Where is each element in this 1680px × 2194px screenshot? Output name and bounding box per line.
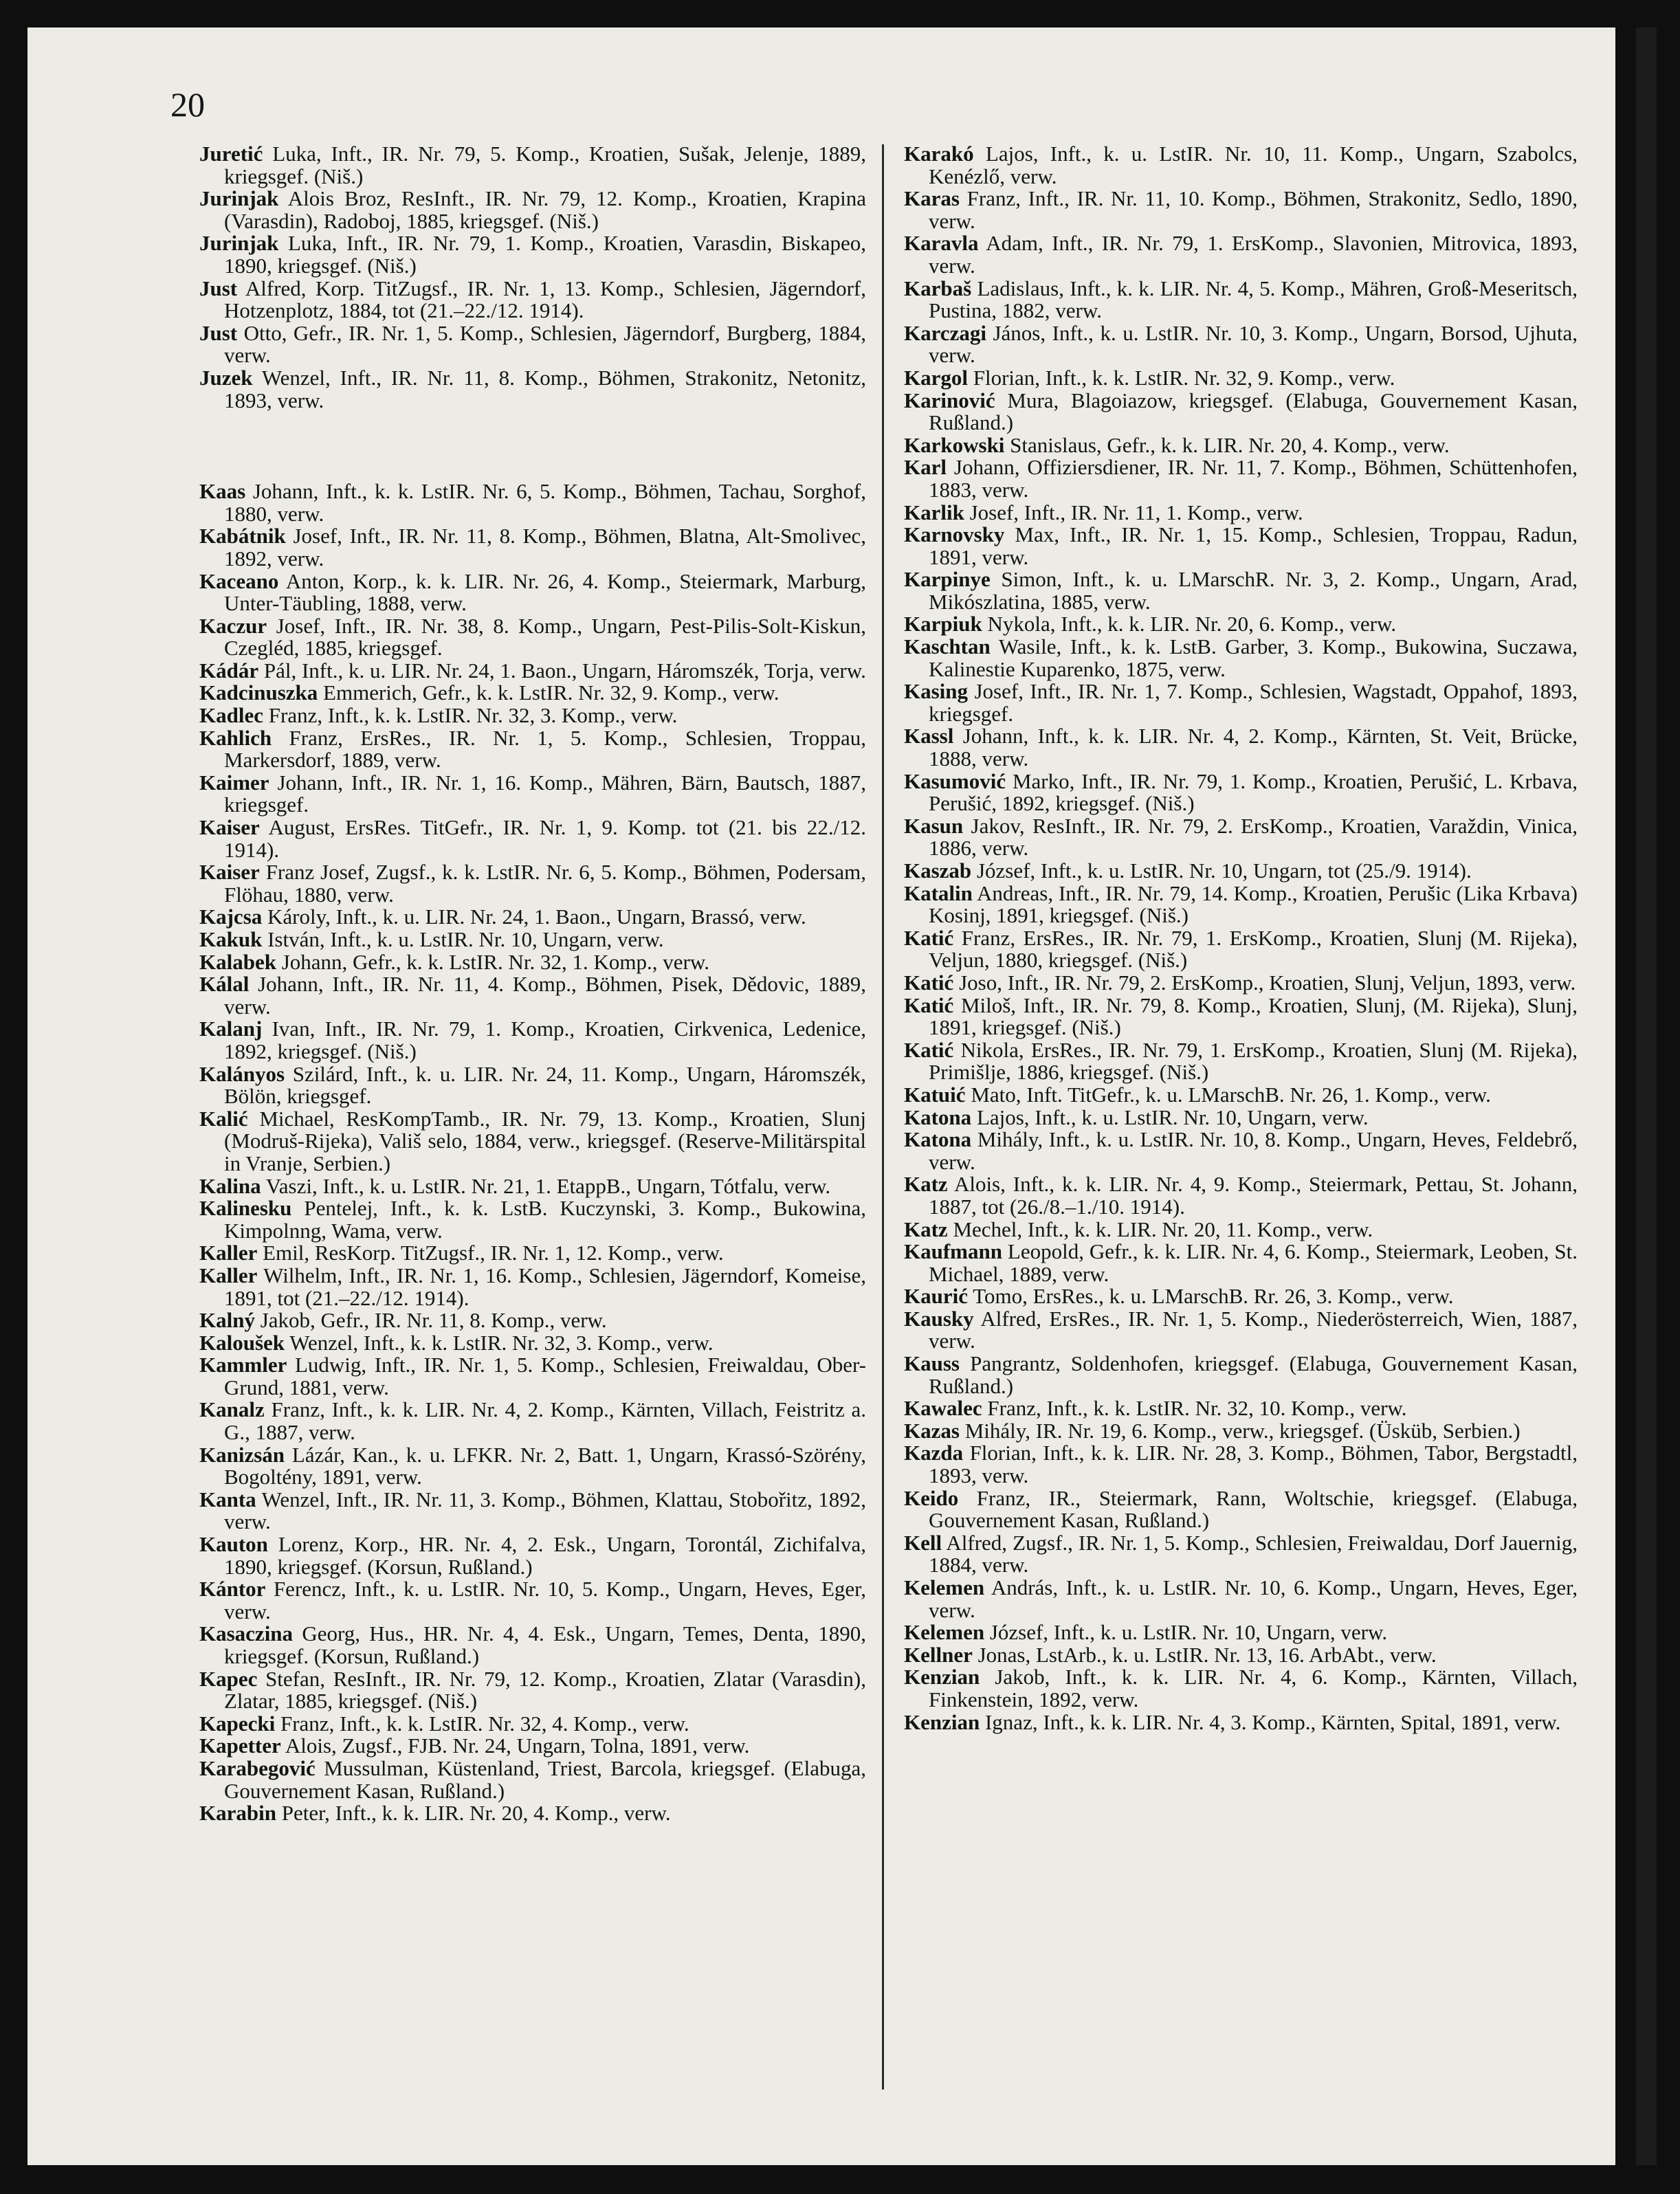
right-column — [904, 143, 1578, 1733]
list-entry — [199, 1802, 866, 1825]
page-number: 20 — [170, 85, 205, 124]
entry-details: Pangrantz, Soldenhofen, kriegsgef. (Elabuga, Gouvernement Kasan, Rußland.) — [929, 1351, 1578, 1398]
entry-surname: Kaas — [199, 479, 246, 504]
entry-surname: Kalić — [199, 1106, 248, 1131]
entry-details: Tomo, ErsRes., k. u. LMarschB. Rr. 26, 3. Komp., verw. — [973, 1284, 1454, 1309]
list-entry — [904, 1532, 1578, 1577]
entry-details: Josef, Inft., IR. Nr. 1, 7. Komp., Schlesien, Wagstadt, Oppahof, 1893, kriegsgef. — [929, 679, 1578, 726]
entry-details: Simon, Inft., k. u. LMarschR. Nr. 3, 2. Komp., Ungarn, Arad, Mikószlatina, 1885, verw. — [929, 567, 1578, 614]
entry-details: Lajos, Inft., k. u. LstIR. Nr. 10, Ungarn, verw. — [976, 1105, 1369, 1129]
list-entry — [199, 727, 866, 772]
entry-details: Ladislaus, Inft., k. k. LIR. Nr. 4, 5. Komp., Mähren, Groß-Meseritsch, Pustina, 1882, verw. — [929, 276, 1578, 323]
list-entry — [199, 1309, 866, 1332]
list-entry — [199, 143, 866, 188]
entry-details: Lajos, Inft., k. u. LstIR. Nr. 10, 11. Komp., Ungarn, Szabolcs, Kenézlő, verw. — [929, 142, 1578, 188]
list-entry — [904, 1039, 1578, 1084]
list-entry — [199, 322, 866, 367]
entry-details: Florian, Inft., k. k. LIR. Nr. 28, 3. Komp., Böhmen, Tabor, Bergstadtl, 1893, verw. — [929, 1441, 1578, 1488]
list-entry — [904, 1241, 1578, 1285]
list-entry — [199, 1533, 866, 1578]
entry-surname: Karczagi — [904, 320, 986, 345]
entry-details: Franz, Inft., IR. Nr. 11, 10. Komp., Böhmen, Strakonitz, Sedlo, 1890, verw. — [929, 186, 1578, 233]
entry-details: Vaszi, Inft., k. u. LstIR. Nr. 21, 1. EtappB., Ungarn, Tótfalu, verw. — [265, 1173, 831, 1198]
list-entry — [904, 768, 1578, 816]
entry-surname: Karavla — [904, 231, 979, 256]
list-entry — [904, 143, 1578, 188]
entry-surname: Kalanj — [199, 1017, 263, 1041]
entry-details: Emil, ResKorp. TitZugsf., IR. Nr. 1, 12. Komp., verw. — [263, 1241, 724, 1265]
entry-surname: Kasing — [904, 679, 969, 704]
list-entry — [904, 322, 1578, 367]
entry-surname: Kaszab — [904, 858, 972, 883]
entry-details: Jakob, Gefr., IR. Nr. 11, 8. Komp., verw. — [260, 1308, 607, 1333]
list-entry — [904, 568, 1578, 613]
list-entry — [904, 613, 1578, 636]
entry-surname: Kawalec — [904, 1396, 982, 1421]
entry-surname: Karabegović — [199, 1755, 316, 1780]
entry-surname: Kanizsán — [199, 1442, 285, 1467]
list-entry — [199, 1175, 866, 1198]
list-entry — [904, 725, 1578, 770]
list-entry — [199, 1242, 866, 1265]
entry-details: József, Inft., k. u. LstIR. Nr. 10, Ungarn, verw. — [989, 1620, 1388, 1645]
entry-surname: Katalin — [904, 880, 973, 905]
entry-surname: Kelemen — [904, 1620, 985, 1645]
entry-details: Jonas, LstArb., k. u. LstIR. Nr. 13, 16. ArbAbt., verw. — [977, 1642, 1437, 1667]
entry-details: Franz, Inft., k. k. LIR. Nr. 4, 2. Komp., Kärnten, Villach, Feistritz a. G., 1887, verw. — [224, 1397, 866, 1445]
entry-surname: Katić — [904, 925, 954, 950]
entry-surname: Katuić — [904, 1082, 966, 1107]
entry-details: Alois Broz, ResInft., IR. Nr. 79, 12. Komp., Kroatien, Krapina (Varasdin), Radoboj, 1885, kriegsgef. (Niš.) — [224, 186, 866, 233]
entry-details: Johann, Inft., k. k. LIR. Nr. 4, 2. Komp., Kärnten, St. Veit, Brücke, 1888, verw. — [929, 724, 1578, 771]
entry-surname: Karkowski — [904, 432, 1005, 457]
entry-surname: Kakuk — [199, 927, 263, 951]
entry-details: Luka, Inft., IR. Nr. 79, 5. Komp., Kroatien, Sušak, Jelenje, 1889, kriegsgef. (Niš.) — [224, 142, 867, 188]
entry-surname: Kalányos — [199, 1061, 285, 1086]
entry-surname: Katona — [904, 1105, 972, 1129]
entry-surname: Kadcinuszka — [199, 680, 318, 705]
entry-surname: Kaufmann — [904, 1239, 1002, 1264]
entry-surname: Karpinye — [904, 567, 991, 592]
entry-surname: Kaczur — [199, 613, 267, 638]
entry-surname: Kalinesku — [199, 1196, 292, 1221]
entry-details: Ignaz, Inft., k. k. LIR. Nr. 4, 3. Komp., Kärnten, Spital, 1891, verw. — [984, 1709, 1561, 1734]
list-entry — [904, 995, 1578, 1039]
entry-details: Alois, Zugsf., FJB. Nr. 24, Ungarn, Tolna, 1891, verw. — [285, 1733, 750, 1758]
list-entry — [199, 705, 866, 727]
entry-details: Peter, Inft., k. k. LIR. Nr. 20, 4. Komp., verw. — [281, 1801, 671, 1826]
entry-surname: Juretić — [199, 142, 263, 166]
entry-details: János, Inft., k. u. LstIR. Nr. 10, 3. Komp., Ungarn, Borsod, Ujhuta, verw. — [929, 320, 1578, 368]
list-entry — [904, 1666, 1578, 1711]
entry-details: Lázár, Kan., k. u. LFKR. Nr. 2, Batt. 1, Ungarn, Krassó-Szörény, Bogoltény, 1891, verw. — [224, 1442, 867, 1489]
list-entry — [199, 861, 866, 906]
entry-surname: Kádár — [199, 658, 259, 683]
entry-surname: Kalný — [199, 1308, 255, 1333]
entry-surname: Jurinjak — [199, 231, 279, 256]
entry-details: August, ErsRes. TitGefr., IR. Nr. 1, 9. Komp. tot (21. bis 22./12. 1914). — [224, 815, 866, 862]
entry-surname: Kargol — [904, 365, 968, 390]
list-entry — [199, 929, 866, 951]
entry-details: Franz, IR., Steiermark, Rann, Woltschie, kriegsgef. (Elabuga, Gouvernement Kasan, Rußland.) — [929, 1485, 1578, 1533]
entry-details: Ferencz, Inft., k. u. LstIR. Nr. 10, 5. Komp., Ungarn, Heves, Eger, verw. — [224, 1577, 866, 1624]
entry-surname: Karl — [904, 455, 947, 480]
list-entry — [199, 906, 866, 929]
entry-surname: Kenzian — [904, 1665, 980, 1689]
entry-surname: Kanta — [199, 1487, 256, 1511]
entry-details: Johann, Offiziersdiener, IR. Nr. 11, 7. Komp., Böhmen, Schüttenhofen, 1883, verw. — [929, 455, 1578, 502]
list-entry — [199, 1713, 866, 1736]
list-entry — [199, 1063, 866, 1108]
list-entry — [904, 680, 1578, 725]
list-entry — [904, 1107, 1578, 1129]
list-entry — [904, 972, 1578, 995]
entry-surname: Kahlich — [199, 725, 272, 750]
entry-surname: Kaurić — [904, 1284, 968, 1309]
entry-surname: Kasaczina — [199, 1621, 294, 1646]
list-entry — [199, 1735, 866, 1758]
entry-details: Alfred, Zugsf., IR. Nr. 1, 5. Komp., Schlesien, Freiwaldau, Dorf Jauernig, 1884, verw. — [929, 1530, 1578, 1577]
entry-surname: Katona — [904, 1127, 972, 1152]
list-entry — [199, 525, 866, 570]
entry-details: Mura, Blagoiazow, kriegsgef. (Elabuga, Gouvernement Kasan, Rußland.) — [929, 388, 1578, 435]
entry-surname: Just — [199, 320, 238, 345]
list-entry — [904, 1711, 1578, 1734]
entry-details: Mihály, Inft., k. u. LstIR. Nr. 10, 8. Komp., Ungarn, Heves, Feldebrő, verw. — [929, 1127, 1578, 1174]
entry-surname: Kajcsa — [199, 905, 263, 929]
scan-edge-strip — [1636, 27, 1657, 2165]
list-entry — [904, 636, 1578, 680]
list-entry — [904, 1219, 1578, 1241]
list-entry — [199, 973, 866, 1018]
list-entry — [199, 1108, 866, 1175]
list-entry — [199, 660, 866, 683]
entry-surname: Kazas — [904, 1418, 960, 1443]
entry-details: Jakov, ResInft., IR. Nr. 79, 2. ErsKomp., Kroatien, Varaždin, Vinica, 1886, verw. — [929, 813, 1578, 861]
entry-surname: Jurinjak — [199, 186, 279, 211]
entry-surname: Kaimer — [199, 770, 269, 795]
entry-details: Florian, Inft., k. k. LstIR. Nr. 32, 9. Komp., verw. — [973, 365, 1395, 390]
entry-surname: Kántor — [199, 1577, 266, 1602]
list-entry — [904, 815, 1578, 860]
entry-details: Lorenz, Korp., HR. Nr. 4, 2. Esk., Ungarn, Torontál, Zichifalva, 1890, kriegsgef. (Korsun, Rußland.) — [224, 1532, 866, 1579]
list-entry — [904, 927, 1578, 972]
entry-surname: Kenzian — [904, 1709, 980, 1734]
entry-details: Wenzel, Inft., IR. Nr. 11, 3. Komp., Böhmen, Klattau, Stobořitz, 1892, verw. — [224, 1487, 866, 1534]
entry-surname: Kapetter — [199, 1733, 281, 1758]
list-entry — [199, 1018, 866, 1063]
entry-details: Max, Inft., IR. Nr. 1, 15. Komp., Schlesien, Troppau, Radun, 1891, verw. — [929, 522, 1578, 569]
list-entry — [199, 817, 866, 861]
entry-surname: Katić — [904, 970, 954, 995]
entry-details: Josef, Inft., IR. Nr. 38, 8. Komp., Ungarn, Pest-Pilis-Solt-Kiskun, Czegléd, 1885, kriegsgef. — [224, 613, 867, 661]
list-entry — [904, 367, 1578, 390]
entry-details: Stanislaus, Gefr., k. k. LIR. Nr. 20, 4. Komp., verw. — [1010, 432, 1450, 457]
list-entry — [904, 1353, 1578, 1397]
entry-surname: Kaceano — [199, 568, 279, 593]
entry-surname: Karnovsky — [904, 522, 1005, 547]
list-entry — [904, 188, 1578, 232]
entry-surname: Kassl — [904, 724, 954, 749]
list-entry — [904, 502, 1578, 524]
list-entry — [904, 456, 1578, 501]
entry-surname: Kazda — [904, 1441, 964, 1465]
list-entry — [904, 1644, 1578, 1667]
entry-details: Alois, Inft., k. k. LIR. Nr. 4, 9. Komp., Steiermark, Pettau, St. Johann, 1887, tot (26./8.–1./10. 1914). — [929, 1172, 1578, 1219]
entry-details: Mihály, IR. Nr. 19, 6. Komp., verw., kriegsgef. (Üsküb, Serbien.) — [964, 1418, 1521, 1443]
list-entry — [199, 1489, 866, 1533]
entry-details: Jakob, Inft., k. k. LIR. Nr. 4, 6. Komp., Kärnten, Villach, Finkenstein, 1892, verw. — [929, 1665, 1578, 1711]
entry-details: Nikola, ErsRes., IR. Nr. 79, 1. ErsKomp., Kroatien, Slunj (M. Rijeka), Primišlje, 1886, kriegsgef. (Niš.) — [929, 1037, 1578, 1085]
list-entry — [199, 1755, 867, 1803]
list-entry — [904, 860, 1578, 883]
entry-surname: Kaiser — [199, 860, 260, 885]
entry-details: Ivan, Inft., IR. Nr. 79, 1. Komp., Kroatien, Cirkvenica, Ledenice, 1892, kriegsgef. (Niš.) — [224, 1017, 867, 1063]
entry-details: Wenzel, Inft., k. k. LstIR. Nr. 32, 3. Komp., verw. — [289, 1330, 714, 1355]
entry-surname: Kálal — [199, 972, 250, 997]
entry-surname: Kaschtan — [904, 634, 991, 659]
entry-details: Andreas, Inft., IR. Nr. 79, 14. Komp., Kroatien, Perušic (Lika Krbava) Kosinj, 1891, kriegsgef. (Niš.) — [929, 880, 1578, 928]
list-entry — [199, 772, 866, 817]
entry-details: József, Inft., k. u. LstIR. Nr. 10, Ungarn, tot (25./9. 1914). — [976, 858, 1472, 883]
list-entry — [904, 1084, 1578, 1107]
entry-details: Adam, Inft., IR. Nr. 79, 1. ErsKomp., Slavonien, Mitrovica, 1893, verw. — [929, 231, 1578, 278]
entry-details: Ludwig, Inft., IR. Nr. 1, 5. Komp., Schlesien, Freiwaldau, Ober-Grund, 1881, verw. — [224, 1353, 866, 1399]
list-entry — [904, 524, 1578, 568]
entry-surname: Kabátnik — [199, 524, 286, 548]
entry-surname: Keido — [904, 1485, 959, 1510]
list-entry — [199, 570, 866, 615]
list-entry — [199, 1197, 866, 1242]
list-entry — [904, 1397, 1578, 1420]
entry-surname: Karabin — [199, 1801, 276, 1826]
list-entry — [904, 434, 1578, 457]
entry-surname: Kammler — [199, 1353, 287, 1377]
entry-details: Emmerich, Gefr., k. k. LstIR. Nr. 32, 9. Komp., verw. — [323, 680, 780, 705]
entry-details: Leopold, Gefr., k. k. LIR. Nr. 4, 6. Komp., Steiermark, Leoben, St. Michael, 1889, verw. — [929, 1239, 1578, 1286]
entry-details: Franz, ErsRes., IR. Nr. 1, 5. Komp., Schlesien, Troppau, Markersdorf, 1889, verw. — [224, 725, 866, 773]
list-entry — [199, 1668, 866, 1713]
entry-details: Franz, ErsRes., IR. Nr. 79, 1. ErsKomp., Kroatien, Slunj (M. Rijeka), Veljun, 1880, kriegsgef. (Niš.) — [929, 925, 1578, 973]
list-entry — [199, 367, 866, 412]
entry-details: Joso, Inft., IR. Nr. 79, 2. ErsKomp., Kroatien, Slunj, Veljun, 1893, verw. — [959, 970, 1576, 995]
list-entry — [904, 1173, 1578, 1218]
entry-details: Franz, Inft., k. k. LstIR. Nr. 32, 10. Komp., verw. — [987, 1396, 1407, 1421]
entry-details: Wasile, Inft., k. k. LstB. Garber, 3. Komp., Bukowina, Suczawa, Kalinestie Kuparenko, 1875, verw. — [929, 634, 1578, 681]
entry-surname: Kaloušek — [199, 1330, 285, 1355]
entry-surname: Karakó — [904, 142, 974, 166]
list-entry — [904, 1487, 1578, 1532]
entry-surname: Kellner — [904, 1642, 973, 1667]
entry-surname: Kanalz — [199, 1397, 265, 1422]
entry-details: Miloš, Inft., IR. Nr. 79, 8. Komp., Kroatien, Slunj, (M. Rijeka), Slunj, 1891, kriegsgef. (Niš.) — [929, 993, 1578, 1040]
entry-surname: Kasumović — [904, 768, 1006, 793]
entry-details: Josef, Inft., IR. Nr. 11, 8. Komp., Böhmen, Blatna, Alt-Smolivec, 1892, verw. — [224, 524, 866, 570]
entry-details: Franz, Inft., k. k. LstIR. Nr. 32, 4. Komp., verw. — [280, 1711, 689, 1736]
list-entry — [199, 615, 866, 660]
entry-surname: Kausky — [904, 1306, 974, 1331]
list-entry — [199, 278, 866, 322]
list-entry — [199, 188, 866, 232]
entry-details: Georg, Hus., HR. Nr. 4, 4. Esk., Ungarn, Temes, Denta, 1890, kriegsgef. (Korsun, Rußland.) — [224, 1621, 866, 1668]
entry-details: András, Inft., k. u. LstIR. Nr. 10, 6. Komp., Ungarn, Heves, Eger, verw. — [929, 1575, 1578, 1622]
list-entry — [904, 390, 1578, 434]
entry-details: Mechel, Inft., k. k. LIR. Nr. 20, 11. Komp., verw. — [953, 1217, 1373, 1241]
list-entry — [199, 951, 866, 974]
entry-surname: Kauton — [199, 1532, 268, 1557]
entry-details: Johann, Gefr., k. k. LstIR. Nr. 32, 1. Komp., verw. — [281, 949, 709, 974]
entry-details: Mato, Inft. TitGefr., k. u. LMarschB. Nr. 26, 1. Komp., verw. — [971, 1082, 1491, 1107]
entry-details: Otto, Gefr., IR. Nr. 1, 5. Komp., Schlesien, Jägerndorf, Burgberg, 1884, verw. — [224, 320, 866, 368]
list-entry — [199, 1354, 866, 1399]
entry-surname: Karas — [904, 186, 960, 211]
list-entry — [199, 232, 866, 277]
column-divider — [882, 144, 884, 2090]
list-entry — [199, 1444, 866, 1489]
entry-surname: Kapec — [199, 1666, 258, 1691]
entry-details: Károly, Inft., k. u. LIR. Nr. 24, 1. Baon., Ungarn, Brassó, verw. — [267, 905, 806, 929]
list-entry — [904, 1420, 1578, 1443]
entry-surname: Kadlec — [199, 703, 263, 728]
list-entry — [904, 1285, 1578, 1308]
list-entry — [904, 1129, 1578, 1173]
entry-surname: Kaller — [199, 1241, 258, 1265]
entry-surname: Kalina — [199, 1173, 261, 1198]
list-entry — [199, 1623, 866, 1667]
list-entry — [904, 1621, 1578, 1644]
list-entry — [904, 880, 1578, 928]
entry-details: Mussulman, Küstenland, Triest, Barcola, kriegsgef. (Elabuga, Gouvernement Kasan, Rußland.) — [224, 1755, 867, 1803]
entry-surname: Karinović — [904, 388, 995, 412]
entry-details: Stefan, ResInft., IR. Nr. 79, 12. Komp., Kroatien, Zlatar (Varasdin), Zlatar, 1885, kriegsgef. (Niš.) — [224, 1666, 867, 1714]
entry-surname: Katz — [904, 1217, 948, 1241]
entry-surname: Kalabek — [199, 949, 276, 974]
entry-surname: Karbaš — [904, 276, 972, 300]
entry-surname: Kapecki — [199, 1711, 276, 1736]
entry-surname: Kaiser — [199, 815, 260, 840]
entry-surname: Kasun — [904, 813, 964, 838]
entry-details: Anton, Korp., k. k. LIR. Nr. 26, 4. Komp., Steiermark, Marburg, Unter-Täubling, 1888, verw. — [224, 568, 867, 616]
entry-details: Pál, Inft., k. u. LIR. Nr. 24, 1. Baon., Ungarn, Háromszék, Torja, verw. — [263, 658, 866, 683]
list-entry — [904, 278, 1578, 322]
entry-details: Luka, Inft., IR. Nr. 79, 1. Komp., Kroatien, Varasdin, Biskapeo, 1890, kriegsgef. (Niš.) — [224, 231, 866, 278]
entry-surname: Kauss — [904, 1351, 960, 1376]
entry-surname: Just — [199, 276, 238, 300]
entry-details: Marko, Inft., IR. Nr. 79, 1. Komp., Kroatien, Perušić, L. Krbava, Perušić, 1892, kriegsgef. (Niš.) — [929, 768, 1578, 816]
list-entry — [904, 232, 1578, 277]
entry-surname: Kelemen — [904, 1575, 985, 1599]
entry-surname: Katić — [904, 1037, 954, 1062]
section-gap — [199, 412, 866, 480]
entry-surname: Katz — [904, 1172, 948, 1197]
list-entry — [199, 682, 866, 705]
list-entry — [199, 1332, 866, 1355]
entry-details: Franz, Inft., k. k. LstIR. Nr. 32, 3. Komp., verw. — [268, 703, 678, 728]
entry-details: Josef, Inft., IR. Nr. 11, 1. Komp., verw. — [969, 500, 1303, 524]
list-entry — [904, 1308, 1578, 1353]
entry-details: Johann, Inft., IR. Nr. 11, 4. Komp., Böhmen, Pisek, Dědovic, 1889, verw. — [224, 972, 866, 1019]
entry-details: Alfred, Korp. TitZugsf., IR. Nr. 1, 13. Komp., Schlesien, Jägerndorf, Hotzenplotz, 1884, tot (21.–22./12. 1914). — [224, 276, 866, 323]
entry-details: Pentelej, Inft., k. k. LstB. Kuczynski, 3. Komp., Bukowina, Kimpolnng, Wama, verw. — [224, 1196, 866, 1243]
entry-surname: Karlik — [904, 500, 964, 524]
entry-surname: Kaller — [199, 1263, 258, 1287]
entry-details: Alfred, ErsRes., IR. Nr. 1, 5. Komp., Niederösterreich, Wien, 1887, verw. — [929, 1306, 1578, 1353]
entry-surname: Katić — [904, 993, 954, 1017]
entry-details: Wilhelm, Inft., IR. Nr. 1, 16. Komp., Schlesien, Jägerndorf, Komeise, 1891, tot (21.–22./12. 1914). — [224, 1263, 866, 1310]
list-entry — [199, 1578, 866, 1623]
entry-details: Michael, ResKompTamb., IR. Nr. 79, 13. Komp., Kroatien, Slunj (Modruš-Rijeka), Vališ selo, 1884, verw., kriegsgef. (Reserve-Militärspital in Vranje, Serbien.) — [224, 1106, 866, 1175]
list-entry — [199, 1265, 866, 1309]
entry-surname: Kell — [904, 1530, 942, 1555]
list-entry — [904, 1577, 1578, 1621]
entry-details: Nykola, Inft., k. k. LIR. Nr. 20, 6. Komp., verw. — [987, 612, 1397, 636]
list-entry — [199, 1399, 866, 1443]
entry-details: Franz Josef, Zugsf., k. k. LstIR. Nr. 6, 5. Komp., Böhmen, Podersam, Flöhau, 1880, verw. — [224, 860, 866, 907]
left-column — [199, 143, 866, 1825]
list-entry — [904, 1442, 1578, 1487]
entry-details: Szilárd, Inft., k. u. LIR. Nr. 24, 11. Komp., Ungarn, Háromszék, Bölön, kriegsgef. — [224, 1061, 866, 1109]
entry-details: Johann, Inft., k. k. LstIR. Nr. 6, 5. Komp., Böhmen, Tachau, Sorghof, 1880, verw. — [224, 479, 867, 526]
entry-details: István, Inft., k. u. LstIR. Nr. 10, Ungarn, verw. — [267, 927, 664, 951]
entry-surname: Juzek — [199, 365, 253, 390]
entry-surname: Karpiuk — [904, 612, 982, 636]
entry-details: Wenzel, Inft., IR. Nr. 11, 8. Komp., Böhmen, Strakonitz, Netonitz, 1893, verw. — [224, 365, 866, 412]
list-entry — [199, 480, 866, 525]
entry-details: Johann, Inft., IR. Nr. 1, 16. Komp., Mähren, Bärn, Bautsch, 1887, kriegsgef. — [224, 770, 867, 817]
